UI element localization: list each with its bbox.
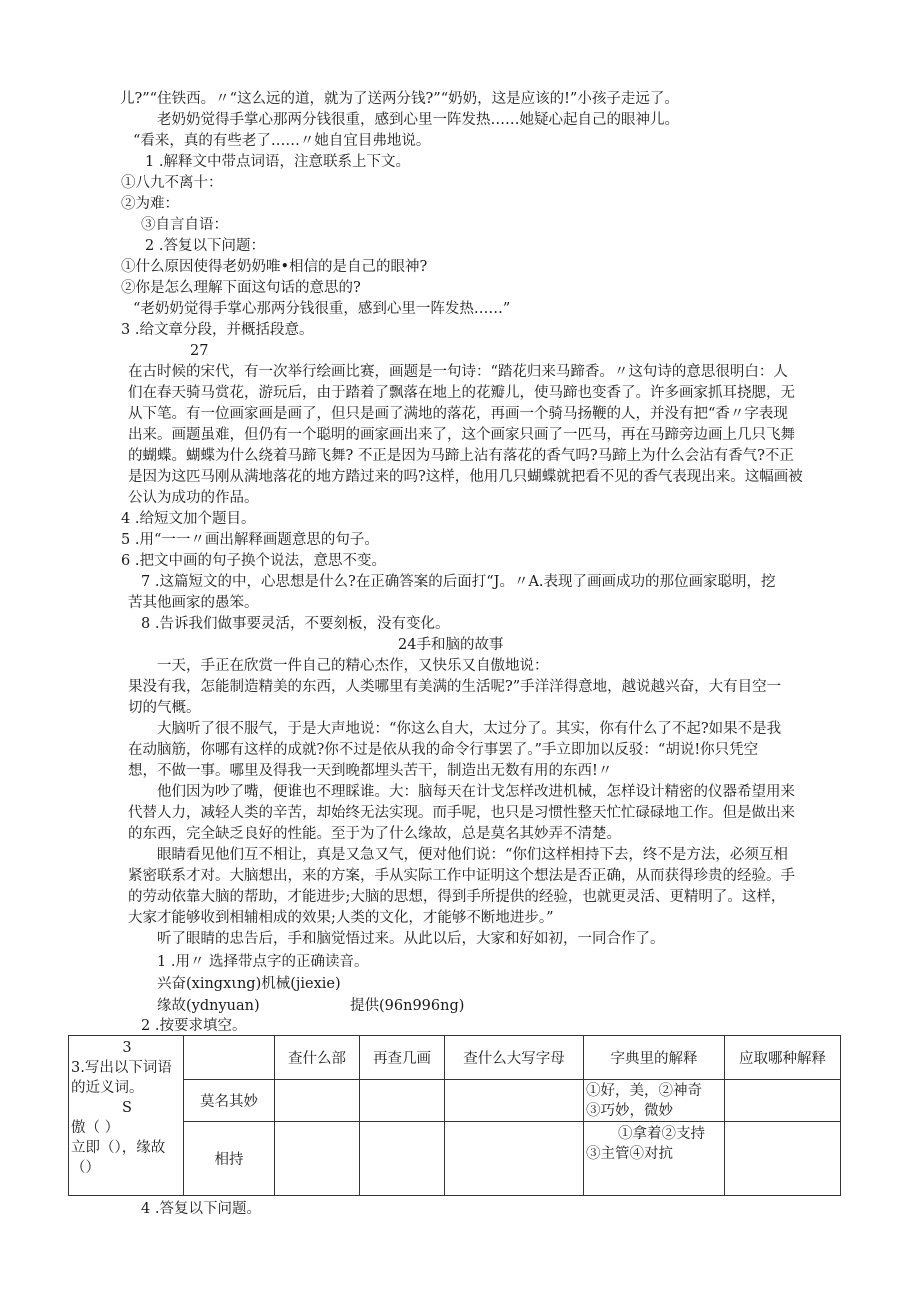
paragraph-line: 紧密联系才对。大脑想出，来的方案，手从实际工作中证明这个想法是否正确，从而获得珍贵的经验。手 [128, 868, 795, 884]
answer-cell[interactable] [360, 1122, 445, 1196]
question-6: 6 .把文中画的句子换个说法，意思不变。 [121, 553, 386, 569]
answer-cell[interactable] [275, 1080, 360, 1122]
paragraph-line: 切的气概。 [128, 700, 201, 716]
header-cell: 再查几画 [360, 1036, 445, 1080]
paragraph-line: 们在春天骑马赏花，游玩后，由于踏着了飘落在地上的花瓣儿，使马蹄也变香了。许多画家抓耳挠腮，无 [128, 385, 795, 401]
paragraph-line: 出来。画题虽难，但仍有一个聪明的画家画出来了，这个画家只画了一匹马，再在马蹄旁边画上几只飞舞 [128, 427, 795, 443]
side-line: （） [71, 1160, 100, 1176]
paragraph-line: 在动脑筋，你哪有这样的成就?你不过是依从我的命令行事罢了。”手立即加以反驳：“胡说!你只凭空 [128, 742, 759, 758]
paragraph-line: 一天，手正在欣赏一件自己的精心杰作，又快乐又自傲地说： [157, 658, 549, 674]
pinyin-line: 兴奋(xingxιng)机械(jiexie) [157, 976, 341, 992]
question-1: 1 .用〃 选择带点字的正确读音。 [157, 954, 369, 970]
subquestion: ①什么原因使得老奶奶唯•相信的是自己的眼神? [121, 259, 428, 275]
paragraph-line: 大家才能够收到相辅相成的效果;人类的文化，才能够不断地进步。” [128, 910, 554, 926]
header-cell: 应取哪种解释 [725, 1036, 841, 1080]
side-line: 傲（ ） [71, 1120, 120, 1136]
side-question-cell [69, 1036, 184, 1196]
side-line: 立即（），缘故 [71, 1140, 166, 1156]
header-cell: 查什么大写字母 [445, 1036, 584, 1080]
answer-cell[interactable] [725, 1122, 841, 1196]
answer-cell[interactable] [445, 1122, 584, 1196]
meaning-cell [584, 1080, 725, 1122]
question-7: 7 .这篇短文的中，心思想是什么?在正确答案的后面打“J。〃A.表现了画画成功的那位画家聪明，挖 [141, 574, 776, 590]
answer-cell[interactable] [725, 1080, 841, 1122]
paragraph-line: 大脑听了很不服气，于是大声地说：“你这么自大，太过分了。其实，你有什么了不起?如果不是我 [157, 721, 782, 737]
section-number: 27 [190, 343, 209, 359]
subquestion: ②为难： [121, 196, 179, 212]
side-line: 3 [122, 1040, 132, 1056]
paragraph-line: 果没有我，怎能制造精美的东西，人类哪里有美满的生活呢?”手洋洋得意地，越说越兴奋，大有目空一 [128, 679, 782, 695]
paragraph-line: 想，不做一事。哪里及得我一天到晚都埋头苦干，制造出无数有用的东西!〃 [128, 763, 613, 779]
text-line: 儿?”“住铁西。〃“这么远的道，就为了送两分钱?”“奶奶，这是应该的!”小孩子走远了。 [120, 91, 679, 107]
text-line: 老奶奶觉得手掌心那两分钱很重，感到心里一阵发热……她疑心起自己的眼神儿。 [157, 112, 679, 128]
quote-line: “老奶奶觉得手掌心那两分钱很重，感到心里一阵发热……” [133, 301, 511, 317]
question-8: 8 .告诉我们做事要灵活，不要刻板，没有变化。 [141, 616, 450, 632]
meaning-line: ①好，美，②神奇 [586, 1082, 702, 1099]
section-title: 24手和脑的故事 [398, 637, 504, 653]
paragraph-line: 的蝴蝶。蝴蝶为什么绕着马蹄飞舞? 不正是因为马蹄上沾有落花的香气吗?马蹄上为什么会沾有香气?不正 [128, 448, 794, 464]
paragraph-line: 公认为成功的作品。 [128, 490, 259, 506]
header-cell: 查什么部 [275, 1036, 360, 1080]
paragraph-line: 他们因为吵了嘴，便谁也不理睬谁。大：脑每天在计戈怎样改进机械，怎样设计精密的仪器希望用来 [157, 784, 795, 800]
question-7-cont: 苦其他画家的愚笨。 [128, 595, 259, 611]
meaning-line: ③主管④对抗 [586, 1146, 673, 1162]
paragraph-line: 的东西，完全缺乏良好的性能。至于为了什么缘故，总是莫名其妙弄不清楚。 [128, 826, 621, 842]
paragraph-line: 眼睛看见他们互不相让，真是又急又气，便对他们说：“你们这样相持下去，终不是方法，必须互相 [157, 847, 788, 863]
word-cell: 莫名其妙 [184, 1080, 275, 1122]
question-2: 2 .按要求填空。 [141, 1018, 247, 1034]
question-1: 1 .解释文中带点词语，注意联系上下文。 [145, 154, 410, 170]
question-4: 4 .给短文加个题目。 [121, 511, 256, 527]
subquestion: ②你是怎么理解下面这句话的意思的? [121, 280, 361, 296]
answer-cell[interactable] [275, 1122, 360, 1196]
paragraph-line: 的劳动依靠大脑的帮助，才能进步;大脑的思想，得到手所提供的经验，也就更灵活、更精明了。这样， [128, 889, 786, 905]
answer-cell[interactable] [445, 1080, 584, 1122]
meaning-cell [584, 1122, 725, 1196]
meaning-line: ①拿着②支持 [618, 1126, 705, 1142]
pinyin-line: 提供(96n996ng) [350, 998, 465, 1014]
paragraph-line: 代替人力，减轻人类的辛苦，却始终无法实现。而手呢，也只是习惯性整天忙忙碌碌地工作。但是做出来 [128, 805, 795, 821]
header-empty [184, 1036, 275, 1080]
meaning-line: ③巧妙，微妙 [586, 1102, 673, 1119]
paragraph-line: 是因为这匹马刚从满地落花的地方踏过来的吗?这样，他用几只蝴蝶就把看不见的香气表现出来。这幅画被 [128, 469, 803, 485]
side-line: 的近义词。 [71, 1080, 144, 1096]
word-cell: 相持 [184, 1122, 275, 1196]
paragraph-line: 从下笔。有一位画家画是画了，但只是画了满地的落花，再画一个骑马扬鞭的人，并没有把“香〃字表现 [128, 406, 788, 422]
dictionary-table [68, 1035, 841, 1196]
side-line: S [122, 1100, 132, 1116]
paragraph-line: 在古时候的宋代，有一次举行绘画比赛，画题是一句诗：“踏花归来马蹄香。〃这句诗的意思很明白：人 [128, 364, 788, 380]
question-4: 4 .答复以下问题。 [141, 1201, 261, 1217]
header-cell: 字典里的解释 [584, 1036, 725, 1080]
paragraph-line: 听了眼睛的忠告后，手和脑觉悟过来。从此以后，大家和好如初，一同合作了。 [157, 931, 665, 947]
side-line: 3.写出以下词语 [71, 1060, 172, 1076]
subquestion: ③自言自语： [141, 217, 228, 233]
text-line: “看来，真的有些老了……〃她自宜目弗地说。 [133, 133, 431, 149]
question-3: 3 .给文章分段，并概括段意。 [121, 322, 314, 338]
answer-cell[interactable] [360, 1080, 445, 1122]
pinyin-line: 缘故(ydnyuan) [157, 998, 260, 1014]
question-5: 5 .用“一一〃画出解释画题意思的句子。 [121, 532, 379, 548]
question-2: 2 .答复以下问题： [145, 238, 265, 254]
subquestion: ①八九不离十： [121, 175, 223, 191]
